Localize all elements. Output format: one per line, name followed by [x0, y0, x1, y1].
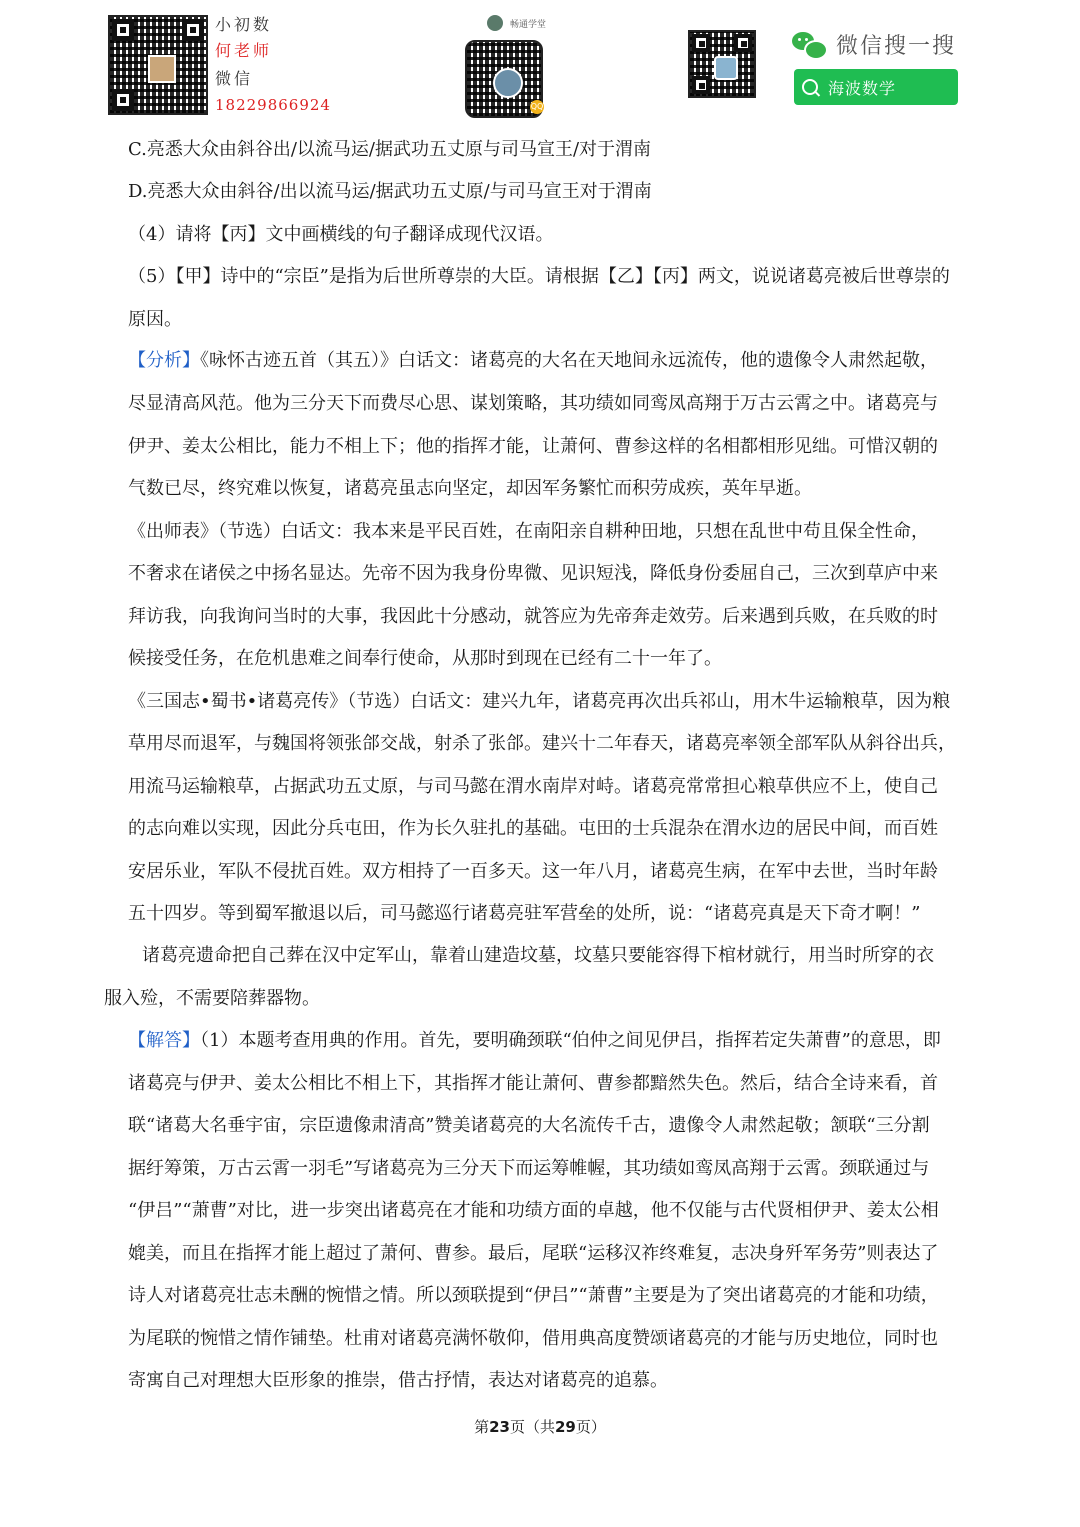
page-number: 第23页（共29页） — [474, 1418, 606, 1436]
text-line: 尽显清高风范。他为三分天下而费尽心思、谋划策略，其功绩如同鸾凤高翔于万古云霄之中。诸葛亮与 — [128, 393, 938, 414]
text-line: 《三国志•蜀书•诸葛亮传》（节选）白话文：建兴九年，诸葛亮再次出兵祁山，用木牛运输粮草，因为粮 — [128, 691, 951, 712]
wechat-search-title — [792, 28, 956, 60]
text-line: 拜访我，向我询问当时的大事，我因此十分感动，就答应为先帝奔走效劳。后来遇到兵败，在兵败的时 — [128, 606, 938, 627]
analysis-label: 【分析】 — [128, 350, 200, 371]
answer-line: 【解答】（1）本题考查用典的作用。首先，要明确颈联“伯仲之间见伊吕，指挥若定失萧曹”的意思，即 — [128, 1030, 941, 1051]
handwritten-line: 微信 — [215, 69, 254, 88]
qr-code-wechat — [688, 30, 756, 98]
text-line: （5）【甲】诗中的“宗臣”是指为后世所尊崇的大臣。请根据【乙】【丙】两文，说说诸葛亮被后世尊崇的 — [128, 266, 950, 287]
qr-caption: 畅通学堂 — [510, 20, 547, 30]
handwritten-phone: 18229866924 — [215, 96, 331, 114]
qr-finder-icon — [112, 89, 134, 111]
text-line: D.亮悉大众由斜谷/出以流马运/据武功五丈原/与司马宣王对于渭南 — [128, 181, 652, 202]
text-line: 草用尽而退军，与魏国将领张郃交战，射杀了张郃。建兴十二年春天，诸葛亮率领全部军队从斜谷出兵， — [128, 733, 956, 754]
qq-badge-icon: QQ — [530, 100, 544, 114]
text-line: C.亮悉大众由斜谷出/以流马运/据武功五丈原与司马宣王/对于渭南 — [128, 139, 652, 160]
avatar — [493, 68, 523, 98]
text-line: 的志向难以实现，因此分兵屯田，作为长久驻扎的基础。屯田的士兵混杂在渭水边的居民中间，而百姓 — [128, 818, 938, 839]
qr-finder-icon — [182, 19, 204, 41]
qr-code-teacher — [108, 15, 208, 115]
text-line: “伊吕”“萧曹”对比，进一步突出诸葛亮在才能和功绩方面的卓越，他不仅能与古代贤相伊尹、姜太公相 — [128, 1200, 939, 1221]
text-line: 原因。 — [128, 309, 182, 330]
text-line: 据纡筹策，万古云霄一羽毛”写诸葛亮为三分天下而运筹帷幄，其功绩如鸾凤高翔于云霄。颈联通过与 — [128, 1158, 930, 1179]
text-line: 服入殓，不需要陪葬器物。 — [104, 988, 320, 1009]
wechat-icon — [792, 30, 826, 58]
handwritten-line: 何老师 — [215, 41, 273, 60]
text-line: （4）请将【丙】文中画横线的句子翻译成现代汉语。 — [128, 224, 554, 245]
text-line: 五十四岁。等到蜀军撤退以后，司马懿巡行诸葛亮驻军营垒的处所，说：“诸葛亮真是天下奇才啊！” — [128, 903, 921, 924]
text-line: 候接受任务，在危机患难之间奉行使命，从那时到现在已经有二十一年了。 — [128, 648, 722, 669]
text-line: 气数已尽，终究难以恢复，诸葛亮虽志向坚定，却因军务繁忙而积劳成疾，英年早逝。 — [128, 478, 812, 499]
page-header — [0, 0, 1080, 125]
answer-label: 【解答】 — [128, 1030, 200, 1051]
qr-finder-icon — [112, 19, 134, 41]
text-line: 用流马运输粮草，占据武功五丈原，与司马懿在渭水南岸对峙。诸葛亮常常担心粮草供应不上，使自己 — [128, 776, 938, 797]
qr-finder-icon — [692, 34, 710, 52]
wechat-search-label: 海波数学 — [828, 78, 897, 98]
text-line: 伊尹、姜太公相比，能力不相上下；他的指挥才能，让萧何、曹参这样的名相都相形见绌。可惜汉朝的 — [128, 436, 938, 457]
wechat-title-text: 微信搜一搜 — [836, 33, 957, 59]
text-line: 媲美，而且在指挥才能上超过了萧何、曹参。最后，尾联“运移汉祚终难复，志决身歼军务劳”则表达了 — [128, 1243, 939, 1264]
qr-finder-icon — [734, 34, 752, 52]
text-line: 诸葛亮遗命把自己葬在汉中定军山，靠着山建造坟墓，坟墓只要能容得下棺材就行，用当时所穿的衣 — [142, 945, 934, 966]
handwritten-line: 小初数 — [215, 15, 273, 34]
qr-finder-icon — [692, 76, 710, 94]
text-line: 《出师表》（节选）白话文：我本来是平民百姓，在南阳亲自耕种田地，只想在乱世中苟且保全性命， — [128, 521, 929, 542]
analysis-line: 【分析】《咏怀古迹五首（其五）》白话文：诸葛亮的大名在天地间永远流传，他的遗像令人肃然起敬， — [128, 350, 938, 371]
text-line: 寄寓自己对理想大臣形象的推崇，借古抒情，表达对诸葛亮的追慕。 — [128, 1370, 668, 1391]
avatar — [714, 56, 738, 80]
logo-icon — [487, 15, 503, 31]
text-line: 安居乐业，军队不侵扰百姓。双方相持了一百多天。这一年八月，诸葛亮生病，在军中去世，当时年龄 — [128, 861, 938, 882]
text-line: 联“诸葛大名垂宇宙，宗臣遗像肃清高”赞美诸葛亮的大名流传千古，遗像令人肃然起敬；颔联“三分割 — [128, 1115, 930, 1136]
text-line: 诗人对诸葛亮壮志未酬的惋惜之情。所以颈联提到“伊吕”“萧曹”主要是为了突出诸葛亮的才能和功绩， — [128, 1285, 939, 1306]
avatar — [148, 55, 176, 83]
search-icon — [802, 79, 818, 95]
text-line: 诸葛亮与伊尹、姜太公相比不相上下，其指挥才能让萧何、曹参都黯然失色。然后，结合全诗来看，首 — [128, 1073, 938, 1094]
text-line: 为尾联的惋惜之情作铺垫。杜甫对诸葛亮满怀敬仰，借用典高度赞颂诸葛亮的才能与历史地位，同时也 — [128, 1328, 938, 1349]
wechat-search-button[interactable] — [794, 69, 958, 105]
text-line: 不奢求在诸侯之中扬名显达。先帝不因为我身份卑微、见识短浅，降低身份委屈自己，三次到草庐中来 — [128, 563, 938, 584]
